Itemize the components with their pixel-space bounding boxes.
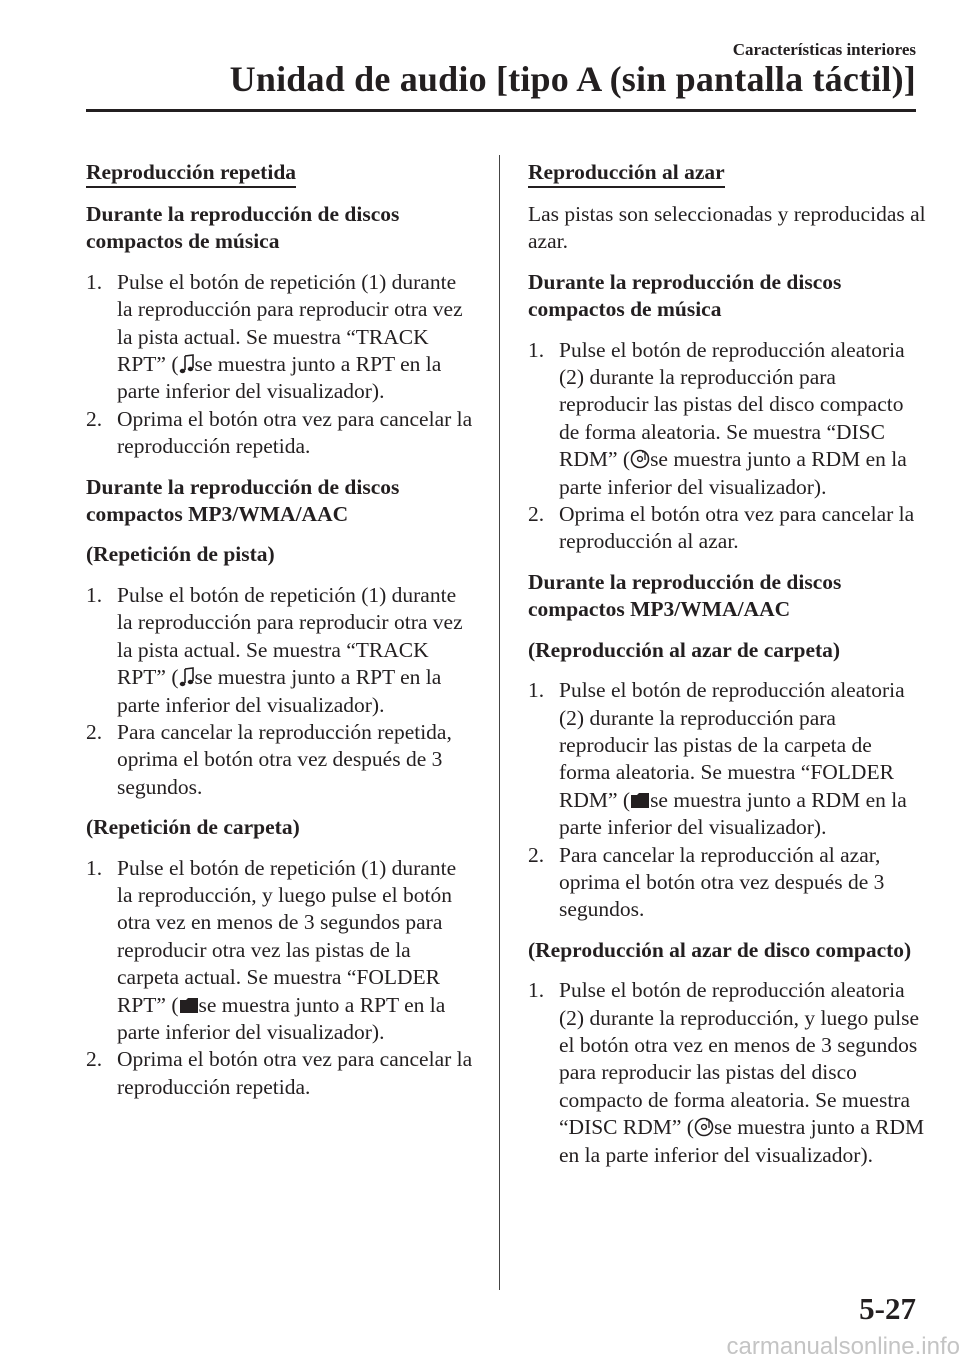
list-item	[528, 842, 928, 924]
step-text-tail: se muestra junto a RPT en la parte inferior del visualizador).	[117, 665, 442, 717]
list-item	[86, 855, 476, 1047]
list-item	[528, 977, 928, 1169]
folder-random-subhead: (Reproducción al azar de carpeta)	[528, 637, 841, 662]
step-text: Oprima el botón otra vez para cancelar la reproducción al azar.	[559, 502, 915, 554]
random-heading: Reproducción al azar	[528, 158, 725, 188]
step-number: 2.	[86, 1047, 103, 1072]
right-column	[528, 158, 928, 1182]
folder-random-steps	[528, 677, 928, 924]
track-repeat-steps	[86, 582, 476, 801]
repeat-mp3-subhead: Durante la reproducción de discos compactos MP3/WMA/AAC	[86, 474, 400, 527]
step-text: Pulse el botón de repetición (1) durante la reproducción para reproducir otra vez la pista actual. Se muestra “TRACK RPT” (	[117, 269, 463, 377]
disc-random-steps	[528, 977, 928, 1169]
track-repeat-subhead: (Repetición de pista)	[86, 542, 275, 567]
step-number: 1.	[528, 337, 545, 362]
repeat-cd-subhead: Durante la reproducción de discos compactos de música	[86, 202, 400, 254]
list-item	[86, 582, 476, 719]
repeat-heading: Reproducción repetida	[86, 158, 296, 188]
list-item	[528, 337, 928, 501]
disc-random-subhead: (Reproducción al azar de disco compacto)	[528, 937, 912, 962]
random-mp3-subhead: Durante la reproducción de discos compactos MP3/WMA/AAC	[528, 569, 842, 622]
random-cd-subhead: Durante la reproducción de discos compactos de música	[528, 269, 842, 322]
watermark-url: carmanualsonline.info	[726, 1333, 960, 1360]
folder-icon	[179, 995, 199, 1015]
step-text: Pulse el botón de reproducción aleatoria (2) durante la reproducción para reproducir las pistas de la carpeta de forma aleatoria. Se muestra “FOLDER RDM” (	[559, 678, 905, 812]
step-number: 1.	[86, 582, 103, 607]
random-cd-steps	[528, 337, 928, 556]
step-text-tail: se muestra junto a RDM en la parte inferior del visualizador).	[559, 1115, 925, 1167]
disc-icon	[694, 1117, 714, 1137]
step-text: Oprima el botón otra vez para cancelar la reproducción repetida.	[117, 406, 473, 459]
step-text-tail: se muestra junto a RPT en la parte inferior del visualizador).	[117, 992, 446, 1044]
step-text: Para cancelar la reproducción al azar, oprima el botón otra vez después de 3 segundos.	[559, 842, 885, 922]
folder-repeat-steps	[86, 855, 476, 1102]
step-number: 2.	[528, 842, 545, 867]
step-text-tail: se muestra junto a RDM en la parte inferior del visualizador).	[559, 787, 907, 840]
step-text-tail: se muestra junto a RDM en la parte inferior del visualizador).	[559, 447, 907, 499]
music-note-icon	[179, 354, 195, 374]
step-text-tail: se muestra junto a RPT en la parte inferior del visualizador).	[117, 352, 442, 404]
step-number: 1.	[528, 678, 545, 703]
step-number: 2.	[86, 719, 103, 744]
section-label: Características interiores	[732, 40, 916, 59]
repeat-cd-steps	[86, 269, 476, 461]
column-divider	[499, 155, 500, 1290]
step-number: 2.	[86, 406, 103, 431]
step-number: 1.	[86, 855, 103, 880]
page-number: 5-27	[859, 1291, 916, 1326]
left-column	[86, 158, 476, 1114]
header-rule	[86, 109, 916, 112]
list-item	[528, 677, 928, 841]
music-note-icon	[179, 667, 195, 687]
list-item	[528, 501, 928, 556]
folder-icon	[630, 790, 650, 810]
step-number: 1.	[86, 269, 103, 294]
disc-icon	[630, 449, 650, 469]
list-item	[86, 406, 476, 461]
step-text: Pulse el botón de reproducción aleatoria (2) durante la reproducción para reproducir las pistas del disco compacto de forma aleatoria. Se muestra “DISC RDM” (	[559, 337, 905, 472]
list-item	[86, 719, 476, 801]
step-text: Pulse el botón de repetición (1) durante la reproducción, y luego pulse el botón otra vez en menos de 3 segundos para reproducir otra vez las pistas de la carpeta actual. Se muestra “FOLDER RPT” (	[117, 855, 457, 1017]
random-intro: Las pistas son seleccionadas y reproducidas al azar.	[528, 202, 926, 254]
step-text: Pulse el botón de reproducción aleatoria (2) durante la reproducción, y luego pulse el botón otra vez en menos de 3 segundos para reproducir las pistas del disco compacto de forma aleatoria. Se muestra “DISC RDM” (	[559, 978, 919, 1140]
list-item	[86, 269, 476, 406]
step-text: Oprima el botón otra vez para cancelar la reproducción repetida.	[117, 1047, 473, 1099]
chapter-title: Unidad de audio [tipo A (sin pantalla táctil)]	[229, 59, 916, 99]
step-text: Para cancelar la reproducción repetida, oprima el botón otra vez después de 3 segundos.	[117, 719, 452, 799]
step-text: Pulse el botón de repetición (1) durante la reproducción para reproducir otra vez la pista actual. Se muestra “TRACK RPT” (	[117, 582, 463, 690]
folder-repeat-subhead: (Repetición de carpeta)	[86, 815, 300, 840]
step-number: 2.	[528, 502, 545, 527]
list-item	[86, 1046, 476, 1101]
step-number: 1.	[528, 978, 545, 1003]
